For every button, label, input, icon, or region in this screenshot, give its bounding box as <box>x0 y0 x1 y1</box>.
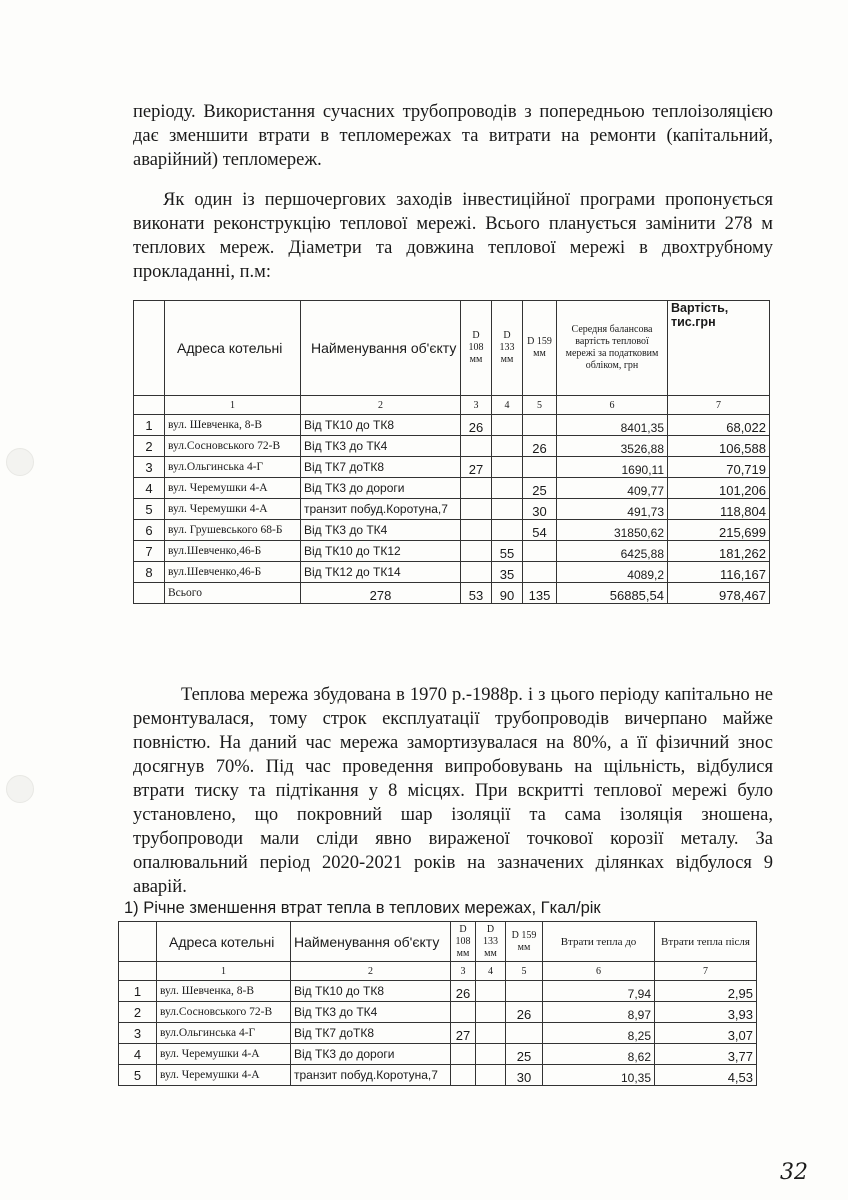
table-row <box>119 1065 757 1086</box>
header-address: Адреса котельні <box>165 301 301 396</box>
col-number: 2 <box>291 962 451 981</box>
row-cost: 70,719 <box>668 457 770 478</box>
row-number: 6 <box>134 520 165 541</box>
row-d108 <box>461 541 492 562</box>
row-d133 <box>476 1044 506 1065</box>
row-d108: 27 <box>461 457 492 478</box>
page-number: 32 <box>780 1160 808 1185</box>
row-d108 <box>451 1065 476 1086</box>
col-number: 1 <box>165 396 301 415</box>
table-row <box>119 981 757 1002</box>
row-d159: 30 <box>506 1065 543 1086</box>
row-object: транзит побуд.Коротуна,7 <box>301 499 461 520</box>
row-d108 <box>461 562 492 583</box>
header-object: Найменування об'єкту <box>301 301 461 396</box>
row-avg-cost: 8401,35 <box>557 415 668 436</box>
row-cost: 68,022 <box>668 415 770 436</box>
row-d159: 26 <box>523 436 557 457</box>
row-loss-after: 3,93 <box>655 1002 757 1023</box>
row-d108 <box>461 499 492 520</box>
table-row <box>119 1044 757 1065</box>
col-number: 1 <box>157 962 291 981</box>
col-number: 6 <box>557 396 668 415</box>
row-object: Від ТК12 до ТК14 <box>301 562 461 583</box>
header-loss-after: Втрати тепла після <box>655 922 757 962</box>
row-d108: 26 <box>461 415 492 436</box>
table-row <box>134 520 770 541</box>
table-row <box>134 478 770 499</box>
row-avg-cost: 1690,11 <box>557 457 668 478</box>
row-d159 <box>506 1023 543 1044</box>
table-row <box>119 1002 757 1023</box>
row-object: Від ТК10 до ТК12 <box>301 541 461 562</box>
col-number: 3 <box>451 962 476 981</box>
row-number: 7 <box>134 541 165 562</box>
heat-loss-table <box>118 921 757 1086</box>
col-number: 4 <box>492 396 523 415</box>
row-d159: 25 <box>506 1044 543 1065</box>
row-loss-after: 4,53 <box>655 1065 757 1086</box>
row-d133 <box>476 1002 506 1023</box>
total-row <box>134 583 770 604</box>
row-d133 <box>476 1065 506 1086</box>
row-object: Від ТК3 до ТК4 <box>301 436 461 457</box>
col-number: 3 <box>461 396 492 415</box>
row-address: вул. Черемушки 4-А <box>157 1044 291 1065</box>
row-d159: 30 <box>523 499 557 520</box>
total-cost: 978,467 <box>668 583 770 604</box>
row-d133 <box>492 415 523 436</box>
header-d159: D 159 мм <box>523 301 557 396</box>
col-number: 6 <box>543 962 655 981</box>
row-d108 <box>461 478 492 499</box>
row-number: 1 <box>134 415 165 436</box>
col-number: 5 <box>506 962 543 981</box>
row-number: 2 <box>119 1002 157 1023</box>
row-cost: 181,262 <box>668 541 770 562</box>
punch-hole <box>6 775 34 803</box>
row-cost: 106,588 <box>668 436 770 457</box>
row-address: вул. Грушевського 68-Б <box>165 520 301 541</box>
total-d159: 135 <box>523 583 557 604</box>
row-number: 2 <box>134 436 165 457</box>
row-number: 5 <box>134 499 165 520</box>
row-address: вул. Черемушки 4-А <box>165 499 301 520</box>
row-d108: 27 <box>451 1023 476 1044</box>
table-row <box>134 415 770 436</box>
row-d133 <box>476 1023 506 1044</box>
table-row <box>134 541 770 562</box>
row-d108 <box>451 1044 476 1065</box>
row-d159 <box>523 415 557 436</box>
row-d159 <box>523 541 557 562</box>
column-number-row <box>119 962 757 981</box>
row-d108 <box>451 1002 476 1023</box>
table2-caption: 1) Річне зменшення втрат тепла в теплових мережах, Гкал/рік <box>124 899 601 917</box>
row-loss-before: 10,35 <box>543 1065 655 1086</box>
row-cost: 215,699 <box>668 520 770 541</box>
table-row <box>134 562 770 583</box>
row-avg-cost: 491,73 <box>557 499 668 520</box>
row-d133 <box>492 478 523 499</box>
row-object: Від ТК7 доТК8 <box>301 457 461 478</box>
total-d133: 90 <box>492 583 523 604</box>
row-d133: 35 <box>492 562 523 583</box>
row-object: транзит побуд.Коротуна,7 <box>291 1065 451 1086</box>
row-d108 <box>461 520 492 541</box>
row-avg-cost: 4089,2 <box>557 562 668 583</box>
row-cost: 118,804 <box>668 499 770 520</box>
row-d159: 25 <box>523 478 557 499</box>
row-avg-cost: 6425,88 <box>557 541 668 562</box>
col-number: 7 <box>655 962 757 981</box>
row-number: 1 <box>119 981 157 1002</box>
header-d108: D 108 мм <box>451 922 476 962</box>
row-address: вул.Шевченко,46-Б <box>165 562 301 583</box>
header-d108: D 108 мм <box>461 301 492 396</box>
col-number: 4 <box>476 962 506 981</box>
table-row <box>134 499 770 520</box>
row-loss-after: 3,77 <box>655 1044 757 1065</box>
table-header-row <box>119 922 757 962</box>
row-d108: 26 <box>451 981 476 1002</box>
row-loss-before: 8,25 <box>543 1023 655 1044</box>
row-loss-before: 7,94 <box>543 981 655 1002</box>
row-address: вул. Шевченка, 8-В <box>157 981 291 1002</box>
row-cost: 101,206 <box>668 478 770 499</box>
row-object: Від ТК3 до ТК4 <box>301 520 461 541</box>
header-cost: Вартість, тис.грн <box>668 301 770 396</box>
row-address: вул. Шевченка, 8-В <box>165 415 301 436</box>
row-d159 <box>506 981 543 1002</box>
header-loss-before: Втрати тепла до <box>543 922 655 962</box>
row-avg-cost: 3526,88 <box>557 436 668 457</box>
row-address: вул.Ольгинська 4-Г <box>165 457 301 478</box>
row-loss-after: 3,07 <box>655 1023 757 1044</box>
header-d159: D 159 мм <box>506 922 543 962</box>
row-number: 4 <box>119 1044 157 1065</box>
row-number: 3 <box>119 1023 157 1044</box>
row-d159: 54 <box>523 520 557 541</box>
col-number: 7 <box>668 396 770 415</box>
row-loss-after: 2,95 <box>655 981 757 1002</box>
row-number: 8 <box>134 562 165 583</box>
table-row <box>119 1023 757 1044</box>
header-object: Найменування об'єкту <box>291 922 451 962</box>
row-loss-before: 8,62 <box>543 1044 655 1065</box>
pipeline-table <box>133 300 770 604</box>
row-address: вул.Сосновського 72-В <box>165 436 301 457</box>
total-length: 278 <box>301 583 461 604</box>
table-header-row <box>134 301 770 396</box>
header-avg-cost: Середня балансова вартість теплової мережі за податковим обліком, грн <box>557 301 668 396</box>
col-number: 5 <box>523 396 557 415</box>
column-number-row <box>134 396 770 415</box>
row-cost: 116,167 <box>668 562 770 583</box>
row-d159: 26 <box>506 1002 543 1023</box>
row-avg-cost: 409,77 <box>557 478 668 499</box>
total-avg: 56885,54 <box>557 583 668 604</box>
row-object: Від ТК10 до ТК8 <box>301 415 461 436</box>
table-row <box>134 436 770 457</box>
row-object: Від ТК3 до ТК4 <box>291 1002 451 1023</box>
header-d133: D 133 мм <box>476 922 506 962</box>
row-address: вул.Шевченко,46-Б <box>165 541 301 562</box>
row-address: вул. Черемушки 4-А <box>157 1065 291 1086</box>
row-address: вул.Сосновського 72-В <box>157 1002 291 1023</box>
row-d133 <box>492 457 523 478</box>
row-object: Від ТК3 до дороги <box>301 478 461 499</box>
row-d159 <box>523 457 557 478</box>
row-number: 5 <box>119 1065 157 1086</box>
row-address: вул. Черемушки 4-А <box>165 478 301 499</box>
row-number: 4 <box>134 478 165 499</box>
row-d108 <box>461 436 492 457</box>
row-loss-before: 8,97 <box>543 1002 655 1023</box>
row-d133 <box>492 520 523 541</box>
paragraph-3: Теплова мережа збудована в 1970 р.-1988р. і з цього періоду капітально не ремонтувалася, тому строк експлуатації трубопроводів вичерпано майже повністю. На даний час мережа замортизувалася на 80%, а її фізичний знос досягнув 70%. Під час проведення випробовувань на щільність, відбулися втрати тиску та підтікання у 8 місцях. При вскритті теплової мережі було установлено, що покровний шар ізоляції та сама ізоляція зношена, трубопроводи мали сліди явно вираженої точкової корозії металу. За опалювальний період 2020-2021 років на зазначених ділянках відбулося 9 аварій. <box>133 685 773 897</box>
row-object: Від ТК3 до дороги <box>291 1044 451 1065</box>
row-d133 <box>492 499 523 520</box>
row-d133: 55 <box>492 541 523 562</box>
row-number: 3 <box>134 457 165 478</box>
header-d133: D 133 мм <box>492 301 523 396</box>
header-address: Адреса котельні <box>157 922 291 962</box>
row-object: Від ТК7 доТК8 <box>291 1023 451 1044</box>
row-address: вул.Ольгинська 4-Г <box>157 1023 291 1044</box>
paragraph-1: періоду. Використання сучасних трубопроводів з попередньою теплоізоляцією дає зменшити втрати в тепломережах та витрати на ремонти (капітальний, аварійний) тепломереж. <box>133 102 773 170</box>
total-label: Всього <box>165 583 301 604</box>
row-d133 <box>476 981 506 1002</box>
row-object: Від ТК10 до ТК8 <box>291 981 451 1002</box>
row-d133 <box>492 436 523 457</box>
total-d108: 53 <box>461 583 492 604</box>
paragraph-2: Як один із першочергових заходів інвестиційної програми пропонується виконати реконструкцію теплової мережі. Всього планується замінити 278 м теплових мереж. Діаметри та довжина теплової мережі в двохтрубному прокладанні, п.м: <box>133 190 773 282</box>
row-d159 <box>523 562 557 583</box>
table-row <box>134 457 770 478</box>
row-avg-cost: 31850,62 <box>557 520 668 541</box>
punch-hole <box>6 448 34 476</box>
col-number: 2 <box>301 396 461 415</box>
